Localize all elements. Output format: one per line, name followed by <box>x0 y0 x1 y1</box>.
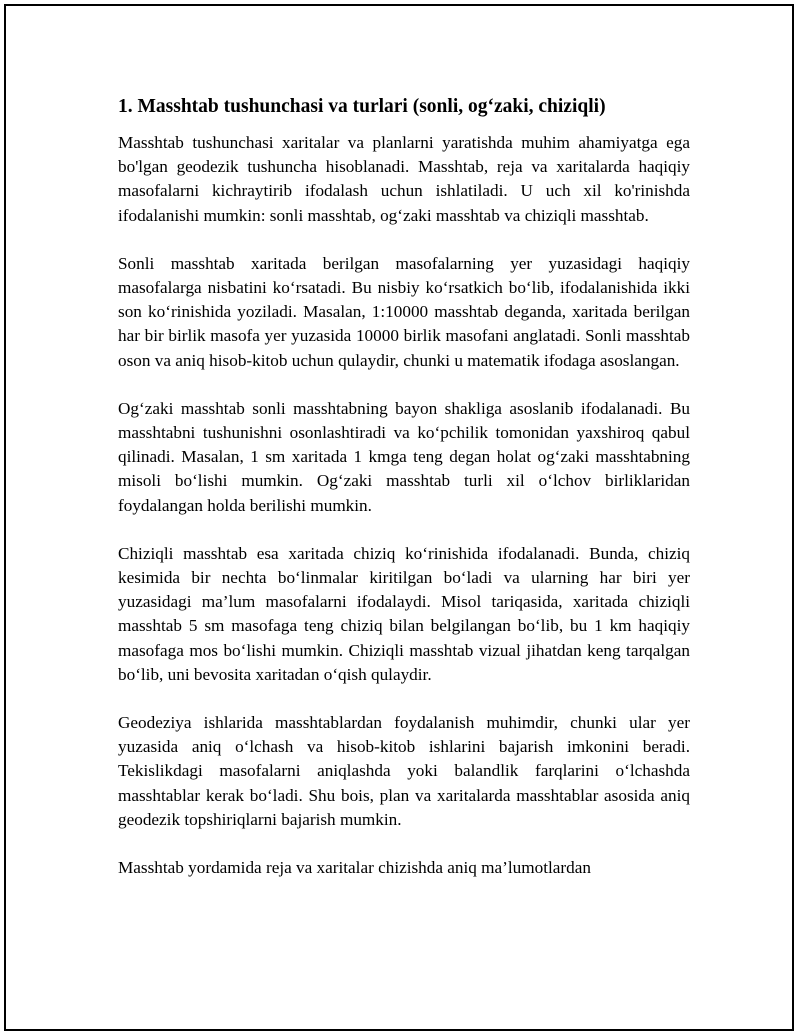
paragraph-geodesy-usage: Geodeziya ishlarida masshtablardan foydalanish muhimdir, chunki ular yer yuzasida aniq o‘lchash va hisob-kitob ishlarini bajarish imkonini beradi. Tekislikdagi masofalarni aniqlashda yoki balandlik farqlarini o‘lchashda masshtablar kerak bo‘ladi. Shu bois, plan va xaritalarda masshtablar asosida aniq geodezik topshiriqlarni bajarish mumkin. <box>118 713 690 829</box>
section-heading: 1. Masshtab tushunchasi va turlari (sonli, og‘zaki, chiziqli) <box>118 96 606 117</box>
paragraph-numeric-scale: Sonli masshtab xaritada berilgan masofalarning yer yuzasidagi haqiqiy masofalarga nisbatini ko‘rsatadi. Bu nisbiy ko‘rsatkich bo‘lib, ifodalanishida ikki son ko‘rinishida yoziladi. Masalan, 1:10000 masshtab deganda, xaritada berilgan har bir birlik masofa yer yuzasida 10000 birlik masofani anglatadi. Sonli masshtab oson va aniq hisob-kitob uchun qulaydir, chunki u matematik ifodaga asoslangan. <box>118 253 690 370</box>
paragraph-linear-scale: Chiziqli masshtab esa xaritada chiziq ko‘rinishida ifodalanadi. Bunda, chiziq kesimida bir nechta bo‘linmalar kiritilgan bo‘ladi va ularning har biri yer yuzasidagi ma’lum masofalarni ifodalaydi. Misol tariqasida, xaritada chiziqli masshtab 5 sm masofaga teng chiziq bilan belgilangan bo‘lib, bu 1 km haqiqiy masofaga mos bo‘lishi mumkin. Chiziqli masshtab vizual jihatdan keng tarqalgan bo‘lib, uni bevosita xaritadan o‘qish qulaydir. <box>118 543 690 684</box>
paragraph-continuation: Masshtab yordamida reja va xaritalar chizishda aniq ma’lumotlardan <box>118 858 591 878</box>
paragraph-verbal-scale: Og‘zaki masshtab sonli masshtabning bayon shakliga asoslanib ifodalanadi. Bu masshtabni tushunishni osonlashtiradi va ko‘pchilik tomonidan yaxshiroq qabul qilinadi. Masalan, 1 sm xaritada 1 kmga teng degan holat og‘zaki masshtabning misoli bo‘lishi mumkin. Og‘zaki masshtab turli xil o‘lchov birliklaridan foydalangan holda berilishi mumkin. <box>118 398 690 515</box>
document-body <box>118 94 690 904</box>
paragraph-intro: Masshtab tushunchasi xaritalar va planlarni yaratishda muhim ahamiyatga ega bo'lgan geodezik tushuncha hisoblanadi. Masshtab, reja va xaritalarda haqiqiy masofalarni kichraytirib ifodalash uchun ishlatiladi. U uch xil ko'rinishda ifodalanishi mumkin: sonli masshtab, og‘zaki masshtab va chiziqli masshtab. <box>118 133 690 225</box>
